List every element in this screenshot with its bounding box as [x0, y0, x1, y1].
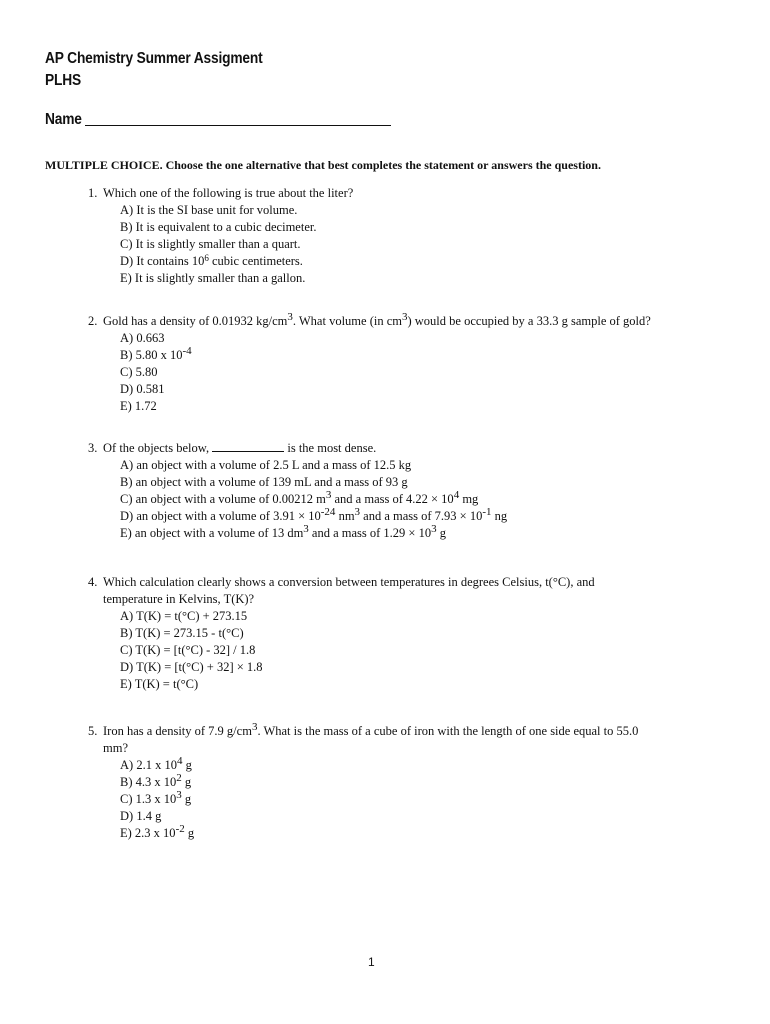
- question-stem: [88, 440, 507, 457]
- question-text: . What is the mass of a cube of iron with the length of one side equal to 55.0: [257, 724, 639, 738]
- option-d-text: and a mass of 7.93 × 10: [360, 509, 483, 523]
- exponent: 2: [176, 772, 182, 784]
- option-e: E) It is slightly smaller than a gallon.: [120, 271, 306, 285]
- question-number: 1.: [88, 186, 98, 200]
- option-a: A) 0.663: [120, 331, 165, 345]
- option-b: B) an object with a volume of 139 mL and a mass of 93 g: [120, 475, 408, 489]
- option-b: B) T(K) = 273.15 - t(°C): [120, 626, 244, 640]
- question-1: [88, 185, 353, 287]
- option-d: D) 1.4 g: [120, 809, 162, 823]
- exponent: -24: [320, 506, 336, 518]
- option-a-unit: g: [182, 758, 192, 772]
- option-a: A) It is the SI base unit for volume.: [120, 203, 298, 217]
- option-c-text: C) an object with a volume of 0.00212 m: [120, 492, 326, 506]
- question-text: Of the objects below,: [103, 441, 210, 455]
- option-c: C) T(K) = [t(°C) - 32] / 1.8: [120, 643, 256, 657]
- option-d-text: ng: [491, 509, 508, 523]
- option-a-text: A) 2.1 x 10: [120, 758, 177, 772]
- option-d: D) T(K) = [t(°C) + 32] × 1.8: [120, 660, 263, 674]
- option-b: [88, 347, 651, 364]
- option-b-text: B) 4.3 x 10: [120, 775, 177, 789]
- option-c-unit: g: [181, 792, 192, 806]
- option-e: E) 1.72: [120, 399, 157, 413]
- option-b-exponent: -4: [182, 345, 192, 357]
- option-c: C) It is slightly smaller than a quart.: [120, 237, 301, 251]
- question-number: 5.: [88, 724, 98, 738]
- unit-exponent: 3: [251, 721, 258, 733]
- question-4: [88, 574, 595, 693]
- question-text: . What volume (in cm: [292, 314, 402, 328]
- question-number: 3.: [88, 441, 98, 455]
- question-stem-continued: mm?: [103, 741, 128, 755]
- question-2: [88, 313, 651, 415]
- name-underline: [85, 125, 343, 126]
- option-b: B) It is equivalent to a cubic decimeter.: [120, 220, 317, 234]
- question-3: [88, 440, 507, 542]
- question-text: Which calculation clearly shows a conversion between temperatures in degrees Celsius, t(°C), and: [103, 575, 595, 589]
- question-text: Gold has a density of 0.01932 kg/cm: [103, 314, 288, 328]
- question-number: 2.: [88, 314, 98, 328]
- question-5: [88, 723, 638, 842]
- option-a: A) an object with a volume of 2.5 L and a mass of 12.5 kg: [120, 458, 412, 472]
- page-number: 1: [368, 955, 375, 969]
- option-c: [88, 491, 507, 508]
- option-e: E) T(K) = t(°C): [120, 677, 199, 691]
- exponent: 4: [176, 755, 183, 767]
- name-underline-extension: [343, 125, 391, 126]
- exponent: 4: [453, 489, 460, 501]
- directions-text: MULTIPLE CHOICE. Choose the one alternative that best completes the statement or answers the question.: [45, 158, 601, 172]
- question-stem-continued: temperature in Kelvins, T(K)?: [103, 592, 255, 606]
- option-e: [88, 825, 638, 842]
- question-stem: [88, 313, 651, 330]
- question-stem: [88, 574, 595, 591]
- exponent: 3: [354, 506, 361, 518]
- option-e-text: and a mass of 1.29 × 10: [308, 526, 432, 540]
- option-e-unit: g: [184, 826, 195, 840]
- question-text: is the most dense.: [284, 441, 377, 455]
- option-c-text: and a mass of 4.22 × 10: [331, 492, 454, 506]
- exponent: 3: [431, 523, 437, 535]
- exponent: 3: [303, 523, 309, 535]
- exponent: 3: [176, 789, 182, 801]
- exponent: 3: [325, 489, 332, 501]
- option-c: [88, 791, 638, 808]
- unit-exponent: 3: [287, 311, 293, 323]
- question-text: Which one of the following is true about the liter?: [103, 186, 354, 200]
- document-title: AP Chemistry Summer Assigment: [45, 50, 263, 67]
- option-b-text: B) 5.80 x 10: [120, 348, 183, 362]
- name-field: [45, 111, 88, 129]
- option-d-text-end: cubic centimeters.: [208, 254, 303, 268]
- question-number: 4.: [88, 575, 98, 589]
- option-b: [88, 774, 638, 791]
- unit-exponent: 3: [401, 311, 408, 323]
- option-d-text: nm: [335, 509, 355, 523]
- question-stem: [88, 185, 353, 202]
- option-a: A) T(K) = t(°C) + 273.15: [120, 609, 248, 623]
- question-text: ) would be occupied by a 33.3 g sample of gold?: [407, 314, 651, 328]
- exponent: -1: [482, 506, 492, 518]
- name-label: Name: [45, 111, 82, 128]
- option-d: [88, 253, 353, 270]
- option-c: C) 5.80: [120, 365, 158, 379]
- option-c-text: mg: [459, 492, 479, 506]
- option-d-text: D) It contains 10: [120, 254, 205, 268]
- option-d-exponent: 6: [204, 253, 209, 263]
- option-b-unit: g: [181, 775, 192, 789]
- option-d-text: D) an object with a volume of 3.91 × 10: [120, 509, 321, 523]
- option-e-text: E) 2.3 x 10: [120, 826, 176, 840]
- question-stem: [88, 723, 638, 740]
- exponent: -2: [175, 823, 185, 835]
- option-c-text: C) 1.3 x 10: [120, 792, 177, 806]
- option-e-text: g: [436, 526, 446, 540]
- option-e-text: E) an object with a volume of 13 dm: [120, 526, 304, 540]
- question-text: Iron has a density of 7.9 g/cm: [103, 724, 252, 738]
- answer-blank: [212, 441, 284, 452]
- option-d: D) 0.581: [120, 382, 165, 396]
- option-a: [88, 757, 638, 774]
- school-name: PLHS: [45, 72, 82, 89]
- option-d: [88, 508, 507, 525]
- option-e: [88, 525, 507, 542]
